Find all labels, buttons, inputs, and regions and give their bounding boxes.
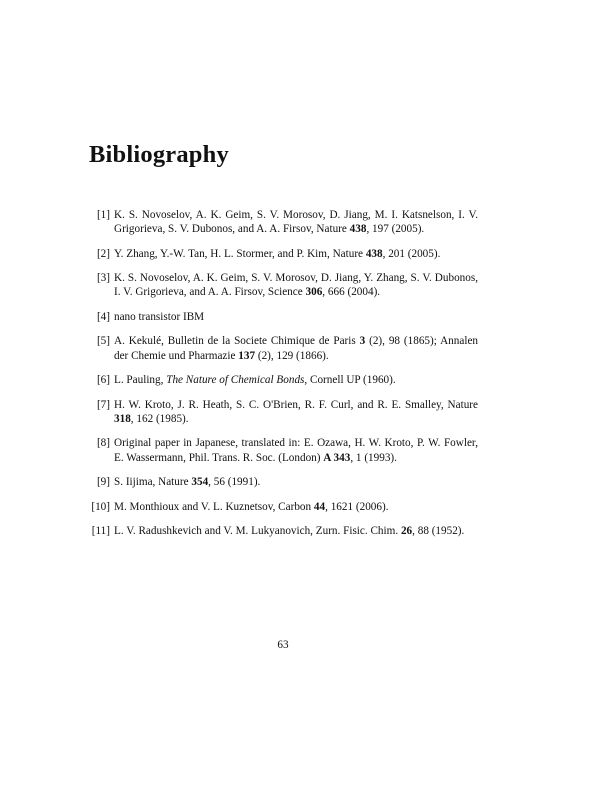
reference-text: , 1621 (2006). [325, 500, 389, 513]
reference-text: , Cornell UP (1960). [304, 374, 396, 387]
reference-text: M. Monthioux and V. L. Kuznetsov, Carbon [114, 500, 314, 513]
reference-item [89, 334, 478, 362]
reference-item [89, 500, 478, 514]
reference-title: The Nature of Chemical Bonds [166, 374, 305, 387]
reference-text: K. S. Novoselov, A. K. Geim, S. V. Morosov, D. Jiang, M. I. Katsnelson, I. V. Grigorieva, S. V. Dubonos, and A. A. Firsov, Nature [114, 209, 478, 236]
reference-number: [2] [96, 247, 110, 260]
reference-number: [10] [91, 500, 110, 513]
reference-volume: 44 [313, 500, 326, 513]
reference-text: , 666 (2004). [322, 286, 381, 299]
reference-text: , 201 (2005). [382, 247, 441, 260]
reference-volume: 438 [365, 247, 383, 260]
reference-text: (2), 129 (1866). [255, 349, 329, 362]
reference-text: nano transistor IBM [114, 310, 205, 323]
reference-item [89, 524, 478, 538]
reference-text: , 162 (1985). [130, 412, 189, 425]
reference-text: L. V. Radushkevich and V. M. Lukyanovich, Zurn. Fisic. Chim. [114, 525, 401, 538]
reference-text: S. Iijima, Nature [114, 476, 192, 489]
reference-item [89, 475, 478, 489]
page-number: 63 [277, 639, 289, 651]
reference-number: [6] [96, 374, 110, 387]
reference-item [89, 271, 478, 299]
reference-number: [3] [96, 272, 110, 285]
reference-volume: 354 [191, 476, 209, 489]
reference-volume: 306 [305, 286, 323, 299]
reference-number: [4] [96, 310, 110, 323]
reference-number: [7] [96, 398, 110, 411]
reference-volume: 3 [359, 335, 366, 348]
bibliography-list [89, 208, 478, 549]
reference-number: [9] [96, 476, 110, 489]
reference-text: K. S. Novoselov, A. K. Geim, S. V. Morosov, D. Jiang, Y. Zhang, S. V. Dubonos, I. V. Grigorieva, and A. A. Firsov, Science [114, 272, 478, 299]
reference-item [89, 310, 478, 324]
page-title: Bibliography [89, 141, 229, 168]
reference-number: [8] [96, 437, 110, 450]
reference-item [89, 208, 478, 236]
reference-text: Y. Zhang, Y.-W. Tan, H. L. Stormer, and P. Kim, Nature [114, 247, 366, 260]
reference-text: , 197 (2005). [366, 223, 425, 236]
reference-text: H. W. Kroto, J. R. Heath, S. C. O'Brien, R. F. Curl, and R. E. Smalley, Nature [114, 398, 478, 411]
reference-text: (2), 98 (1865); Annalen der Chemie und Pharmazie [114, 335, 479, 362]
reference-volume: 26 [400, 525, 413, 538]
reference-number: [5] [96, 335, 110, 348]
reference-text: L. Pauling, [114, 374, 167, 387]
reference-text: , 56 (1991). [208, 476, 261, 489]
reference-number: [11] [91, 525, 110, 538]
reference-text: , 88 (1952). [412, 525, 465, 538]
reference-text: , 1 (1993). [350, 451, 397, 464]
reference-text: Original paper in Japanese, translated in: E. Ozawa, H. W. Kroto, P. W. Fowler, E. Wassermann, Phil. Trans. R. Soc. (London) [114, 437, 478, 464]
reference-number: [1] [96, 209, 110, 221]
reference-text: A. Kekulé, Bulletin de la Societe Chimique de Paris [114, 335, 360, 348]
reference-volume: 438 [349, 223, 367, 236]
reference-volume: A 343 [323, 451, 351, 464]
reference-volume: 137 [238, 349, 256, 362]
reference-item [89, 373, 478, 387]
reference-item [89, 247, 478, 261]
reference-item [89, 436, 478, 464]
reference-volume: 318 [114, 412, 131, 425]
reference-item [89, 398, 478, 426]
